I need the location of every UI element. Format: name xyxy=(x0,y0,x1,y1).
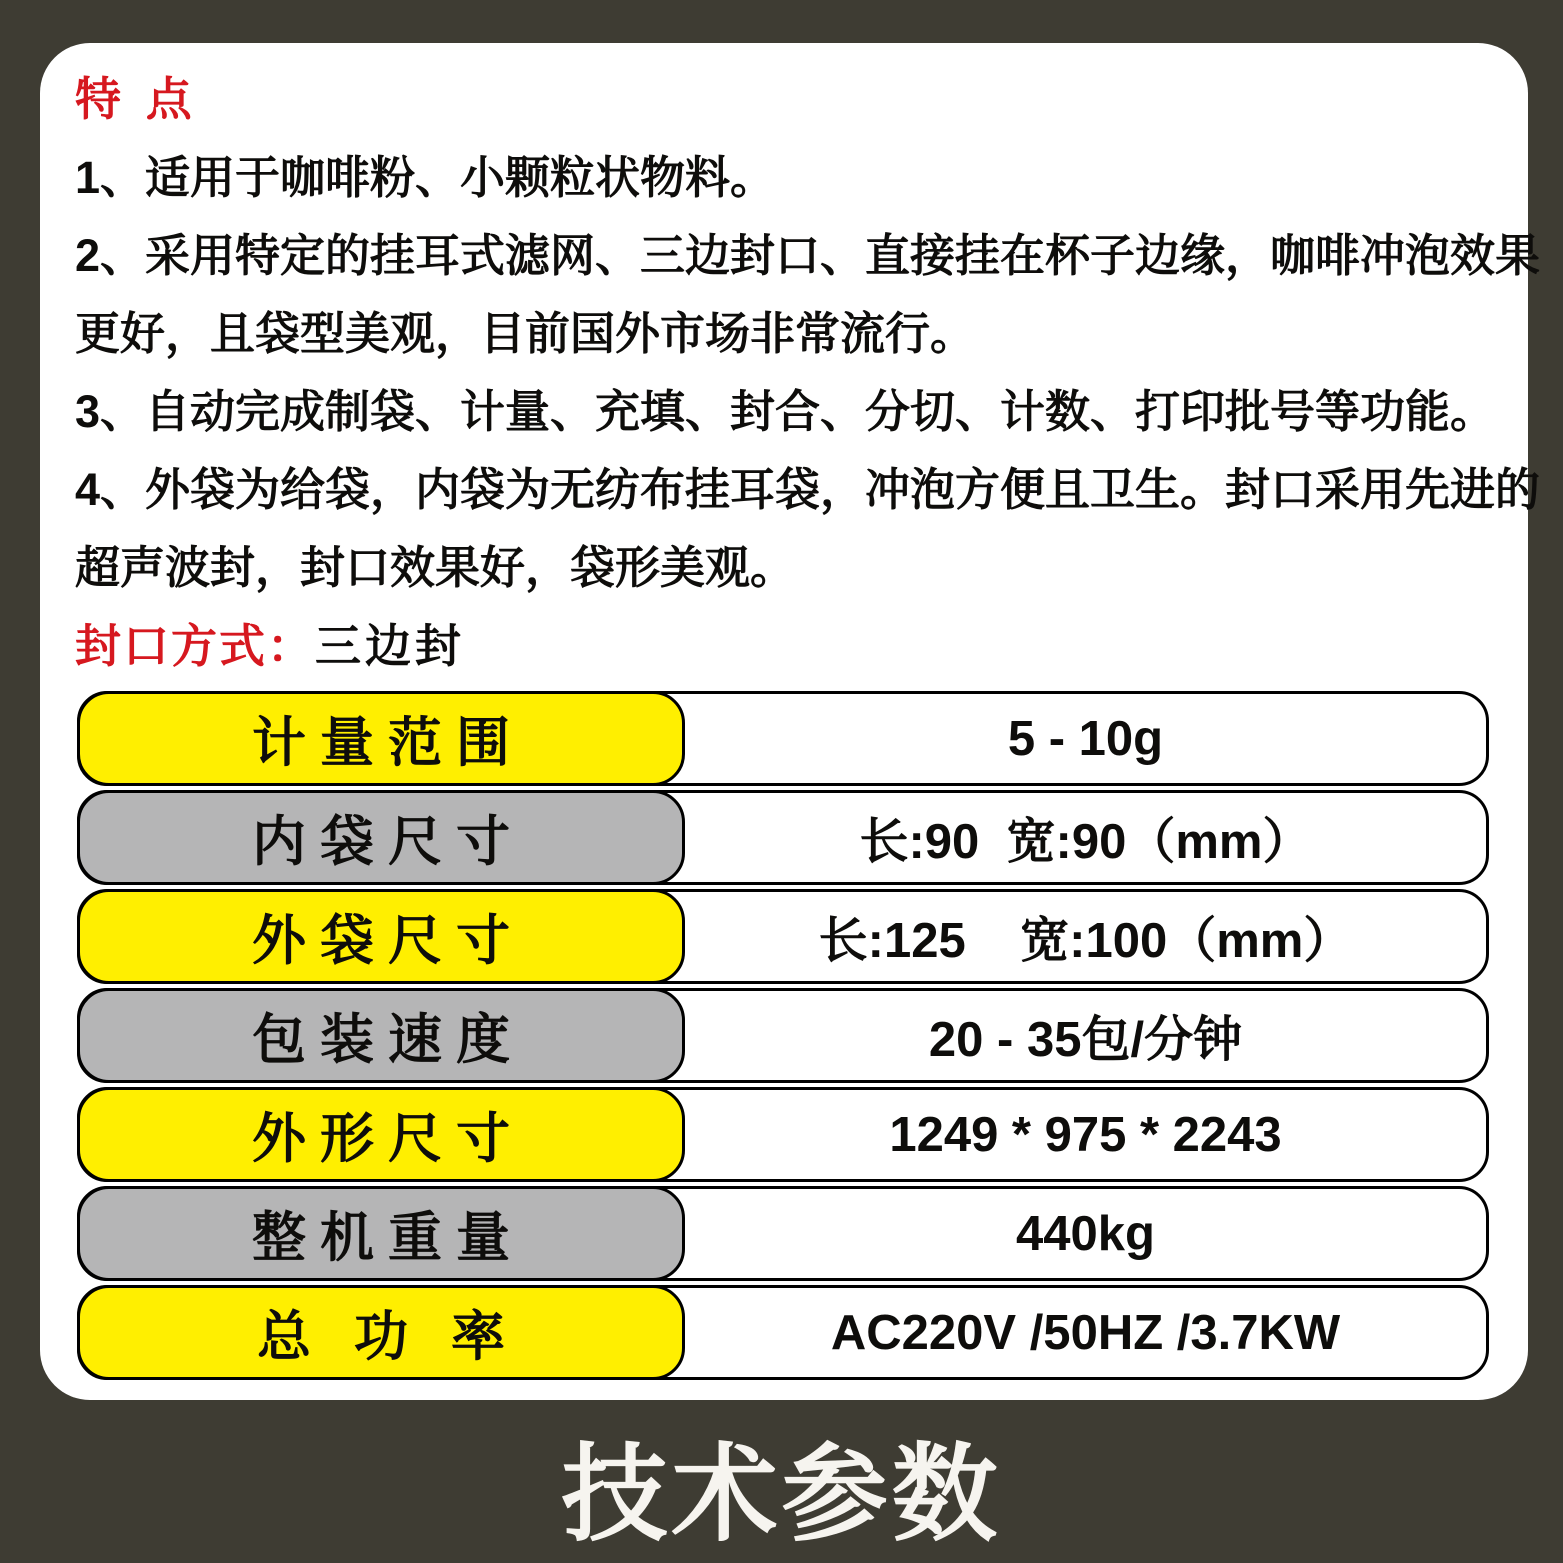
table-row xyxy=(77,691,1489,786)
row-value: 长:125 宽:100（mm） xyxy=(818,913,1353,968)
spec-table xyxy=(77,691,1489,1380)
table-row xyxy=(77,1087,1489,1182)
feature-line: 1、适用于咖啡粉、小颗粒状物料。 xyxy=(75,152,776,203)
row-label: 总 功 率 xyxy=(77,1285,685,1380)
row-value: 5 - 10g xyxy=(1007,711,1164,766)
row-label: 内袋尺寸 xyxy=(77,790,685,885)
row-label: 外袋尺寸 xyxy=(77,889,685,984)
row-label: 计量范围 xyxy=(77,691,685,786)
feature-line: 3、自动完成制袋、计量、充填、封合、分切、计数、打印批号等功能。 xyxy=(75,386,1496,437)
row-value: AC220V /50HZ /3.7KW xyxy=(830,1305,1341,1360)
spec-card xyxy=(40,43,1541,1400)
row-value: 20 - 35包/分钟 xyxy=(928,1012,1243,1067)
feature-line: 更好，且袋型美观，目前国外市场非常流行。 xyxy=(75,308,976,359)
table-row xyxy=(77,1285,1489,1380)
features-heading: 特 点 xyxy=(75,73,198,125)
table-row xyxy=(77,889,1489,984)
table-row xyxy=(77,988,1489,1083)
feature-line: 4、外袋为给袋，内袋为无纺布挂耳袋，冲泡方便且卫生。封口采用先进的 xyxy=(75,464,1541,515)
table-row xyxy=(77,1186,1489,1281)
row-value: 长:90 宽:90（mm） xyxy=(859,814,1312,869)
row-value: 1249 * 975 * 2243 xyxy=(889,1107,1282,1162)
row-label: 整机重量 xyxy=(77,1186,685,1281)
seal-method-line xyxy=(75,607,1498,685)
row-value: 440kg xyxy=(1016,1206,1155,1261)
page-title: 技术参数 xyxy=(561,1436,1002,1554)
features-list xyxy=(75,139,1541,607)
seal-method-value: 三边封 xyxy=(315,620,465,672)
row-label: 外形尺寸 xyxy=(77,1087,685,1182)
seal-method-label: 封口方式： xyxy=(75,620,315,672)
feature-line: 2、采用特定的挂耳式滤网、三边封口、直接挂在杯子边缘，咖啡冲泡效果 xyxy=(75,230,1541,281)
feature-line: 超声波封，封口效果好，袋形美观。 xyxy=(75,542,796,593)
table-row xyxy=(77,790,1489,885)
row-label: 包装速度 xyxy=(77,988,685,1083)
